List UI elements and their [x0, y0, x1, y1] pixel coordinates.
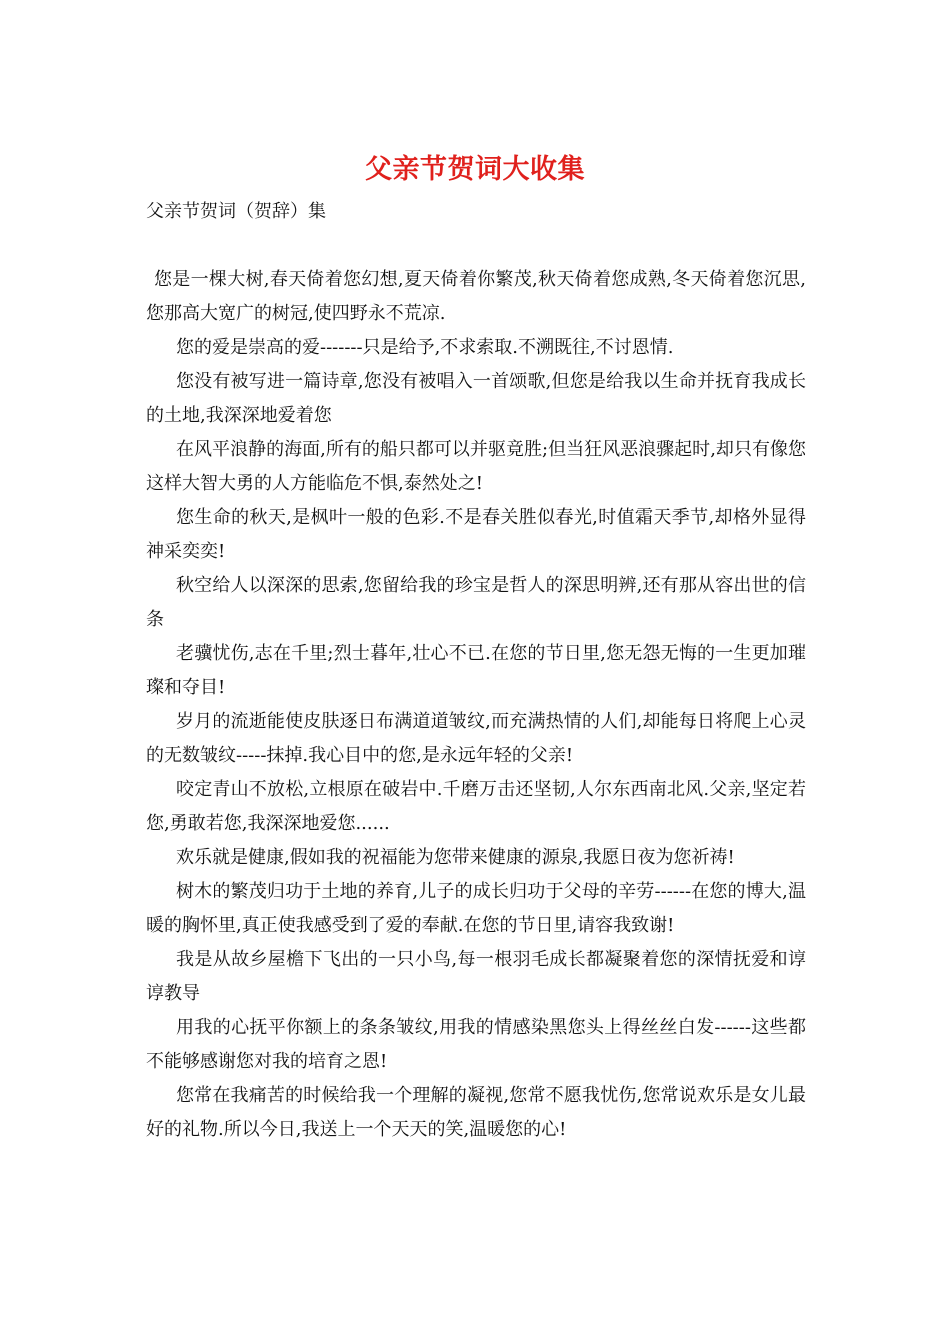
document-title: 父亲节贺词大收集	[365, 154, 585, 185]
paragraph: 咬定青山不放松,立根原在破岩中.千磨万击还坚韧,人尔东西南北风.父亲,坚定若您,勇敢若您,我深深地爱您......	[146, 779, 806, 834]
paragraph: 欢乐就是健康,假如我的祝福能为您带来健康的源泉,我愿日夜为您祈祷!	[176, 847, 735, 868]
paragraph: 您常在我痛苦的时候给我一个理解的凝视,您常不愿我忧伤,您常说欢乐是女儿最好的礼物.所以今日,我送上一个天天的笑,温暖您的心!	[146, 1085, 806, 1140]
paragraph: 秋空给人以深深的思索,您留给我的珍宝是哲人的深思明辨,还有那从容出世的信条	[146, 575, 806, 630]
document-subtitle: 父亲节贺词（贺辞）集	[146, 201, 326, 222]
paragraph: 岁月的流逝能使皮肤逐日布满道道皱纹,而充满热情的人们,却能每日将爬上心灵的无数皱纹-----抹掉.我心目中的您,是永远年轻的父亲!	[146, 711, 806, 766]
paragraph: 用我的心抚平你额上的条条皱纹,用我的情感染黑您头上得丝丝白发------这些都不能够感谢您对我的培育之恩!	[146, 1017, 806, 1072]
paragraph: 我是从故乡屋檐下飞出的一只小鸟,每一根羽毛成长都凝聚着您的深情抚爱和谆谆教导	[146, 949, 806, 1004]
paragraph: 树木的繁茂归功于土地的养育,儿子的成长归功于父母的辛劳------在您的博大,温暖的胸怀里,真正使我感受到了爱的奉献.在您的节日里,请容我致谢!	[146, 881, 806, 936]
document-body	[146, 263, 806, 1147]
paragraph: 在风平浪静的海面,所有的船只都可以并驱竟胜;但当狂风恶浪骤起时,却只有像您这样大智大勇的人方能临危不惧,泰然处之!	[146, 439, 806, 494]
paragraph: 老骥忧伤,志在千里;烈士暮年,壮心不已.在您的节日里,您无怨无悔的一生更加璀璨和夺目!	[146, 643, 806, 698]
paragraph: 您生命的秋天,是枫叶一般的色彩.不是春关胜似春光,时值霜天季节,却格外显得神采奕奕!	[146, 507, 806, 562]
paragraph: 您是一棵大树,春天倚着您幻想,夏天倚着你繁茂,秋天倚着您成熟,冬天倚着您沉思,您那高大宽广的树冠,使四野永不荒凉.	[146, 269, 806, 324]
paragraph: 您的爱是崇高的爱-------只是给予,不求索取.不溯既往,不讨恩情.	[176, 337, 674, 358]
paragraph: 您没有被写进一篇诗章,您没有被唱入一首颂歌,但您是给我以生命并抚育我成长的土地,我深深地爱着您	[146, 371, 806, 426]
